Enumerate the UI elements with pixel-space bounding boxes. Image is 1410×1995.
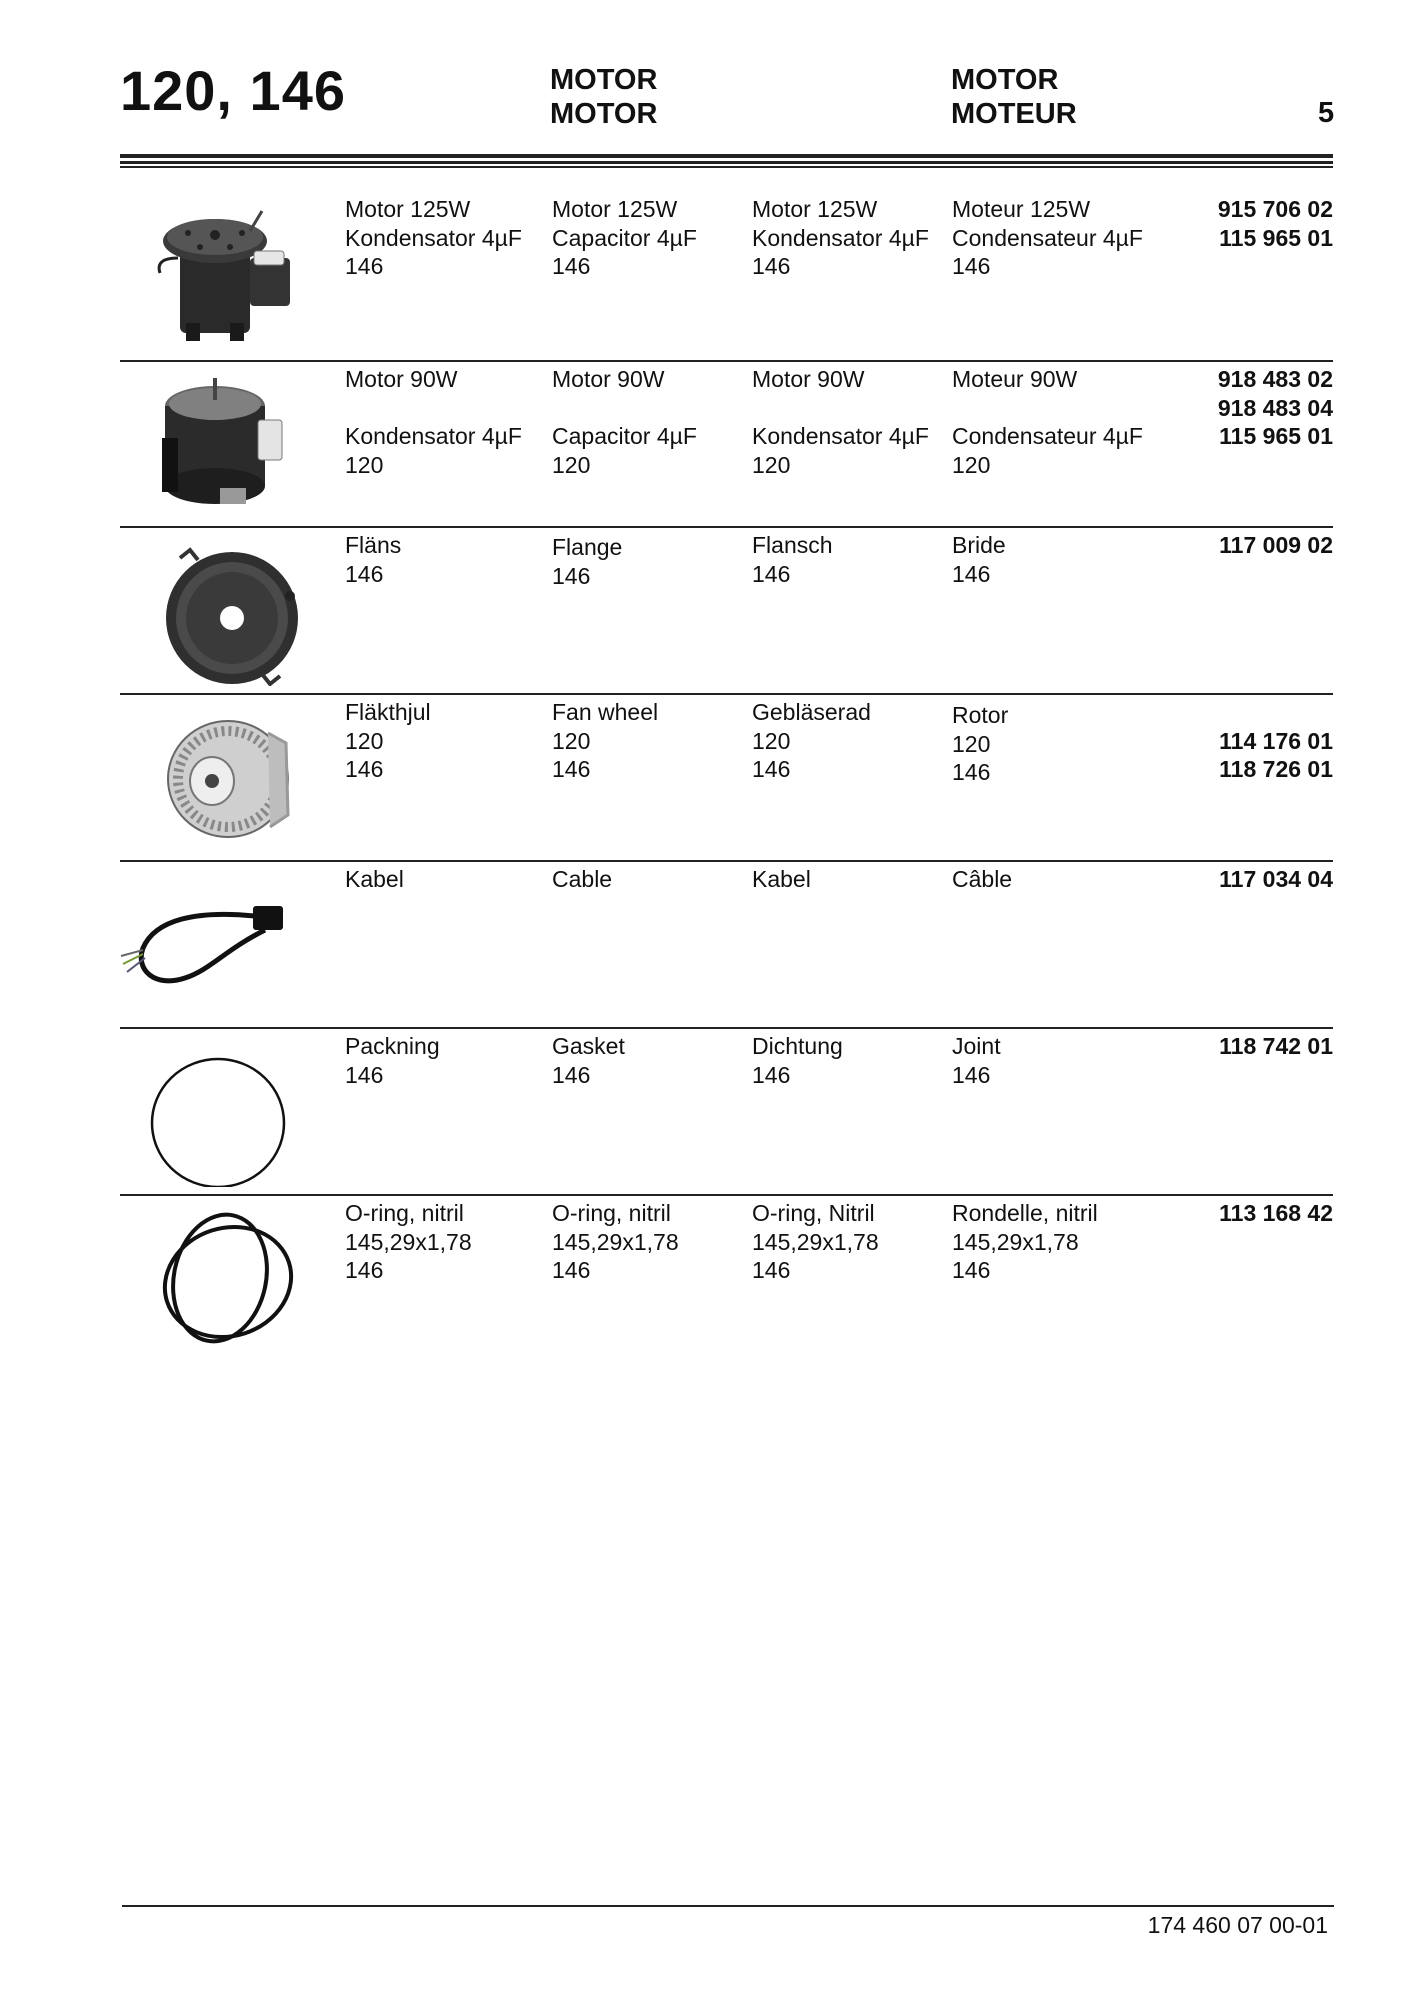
o-ring-icon bbox=[150, 1204, 320, 1354]
desc-en: Cable bbox=[552, 866, 613, 892]
desc-sv: Kabel bbox=[345, 866, 404, 892]
header-rule bbox=[120, 154, 1333, 158]
desc-sv: Fläns 146 bbox=[345, 532, 402, 587]
title-de: MOTOR bbox=[951, 64, 1059, 96]
header-titles-right bbox=[951, 63, 1077, 131]
part-number: 113 168 42 bbox=[1219, 1200, 1333, 1226]
footer-rule bbox=[122, 1905, 1334, 1907]
fan-wheel-icon bbox=[150, 703, 320, 853]
desc-en: Fan wheel 120 146 bbox=[552, 699, 659, 782]
desc-fr: Joint 146 bbox=[952, 1033, 1001, 1088]
desc-en: Flange 146 bbox=[552, 534, 623, 589]
part-number: 118 742 01 bbox=[1219, 1033, 1333, 1059]
page-title: 120, 146 bbox=[120, 59, 346, 122]
header-rule bbox=[120, 166, 1333, 168]
desc-sv: Fläkthjul 120 146 bbox=[345, 699, 431, 782]
motor-125w-icon bbox=[150, 203, 320, 353]
title-en: MOTOR bbox=[550, 98, 658, 130]
desc-de: Motor 90W Kondensator 4µF 120 bbox=[752, 366, 929, 478]
header-titles-left bbox=[550, 63, 657, 131]
gasket-icon bbox=[150, 1037, 320, 1187]
part-number: 918 483 02 918 483 04 115 965 01 bbox=[1217, 366, 1333, 449]
desc-de: O-ring, Nitril 145,29x1,78 146 bbox=[752, 1200, 879, 1283]
desc-sv: Motor 125W Kondensator 4µF 146 bbox=[345, 196, 522, 279]
part-number: 117 034 04 bbox=[1219, 866, 1333, 892]
row-divider bbox=[120, 1194, 1333, 1196]
part-number: 114 176 01 118 726 01 bbox=[1219, 727, 1333, 782]
desc-de: Kabel bbox=[752, 866, 811, 892]
desc-en: O-ring, nitril 145,29x1,78 146 bbox=[552, 1200, 679, 1283]
desc-en: Motor 90W Capacitor 4µF 120 bbox=[552, 366, 697, 478]
cable-icon bbox=[115, 870, 285, 1020]
page-number: 5 bbox=[1318, 97, 1335, 129]
desc-fr: Moteur 125W Condensateur 4µF 146 bbox=[952, 196, 1143, 279]
row-divider bbox=[120, 693, 1333, 695]
desc-sv: Packning 146 bbox=[345, 1033, 440, 1088]
desc-de: Dichtung 146 bbox=[752, 1033, 843, 1088]
desc-de: Gebläserad 120 146 bbox=[752, 699, 871, 782]
title-fr: MOTEUR bbox=[951, 98, 1077, 130]
desc-en: Gasket 146 bbox=[552, 1033, 625, 1088]
desc-de: Flansch 146 bbox=[752, 532, 833, 587]
desc-en: Motor 125W Capacitor 4µF 146 bbox=[552, 196, 697, 279]
desc-fr: Rondelle, nitril 145,29x1,78 146 bbox=[952, 1200, 1098, 1283]
row-divider bbox=[120, 1027, 1333, 1029]
desc-fr: Rotor 120 146 bbox=[952, 702, 1009, 785]
desc-sv: O-ring, nitril 145,29x1,78 146 bbox=[345, 1200, 472, 1283]
motor-90w-icon bbox=[150, 370, 320, 520]
desc-fr: Câble bbox=[952, 866, 1013, 892]
header-rule bbox=[120, 161, 1333, 164]
desc-de: Motor 125W Kondensator 4µF 146 bbox=[752, 196, 929, 279]
desc-fr: Bride 146 bbox=[952, 532, 1006, 587]
row-divider bbox=[120, 526, 1333, 528]
row-divider bbox=[120, 360, 1333, 362]
flange-icon bbox=[150, 536, 320, 686]
part-number: 915 706 02 115 965 01 bbox=[1217, 196, 1333, 251]
desc-sv: Motor 90W Kondensator 4µF 120 bbox=[345, 366, 522, 478]
part-number: 117 009 02 bbox=[1219, 532, 1333, 558]
row-divider bbox=[120, 860, 1333, 862]
desc-fr: Moteur 90W Condensateur 4µF 120 bbox=[952, 366, 1143, 478]
title-sv: MOTOR bbox=[550, 64, 658, 96]
document-number: 174 460 07 00-01 bbox=[1147, 1912, 1328, 1938]
